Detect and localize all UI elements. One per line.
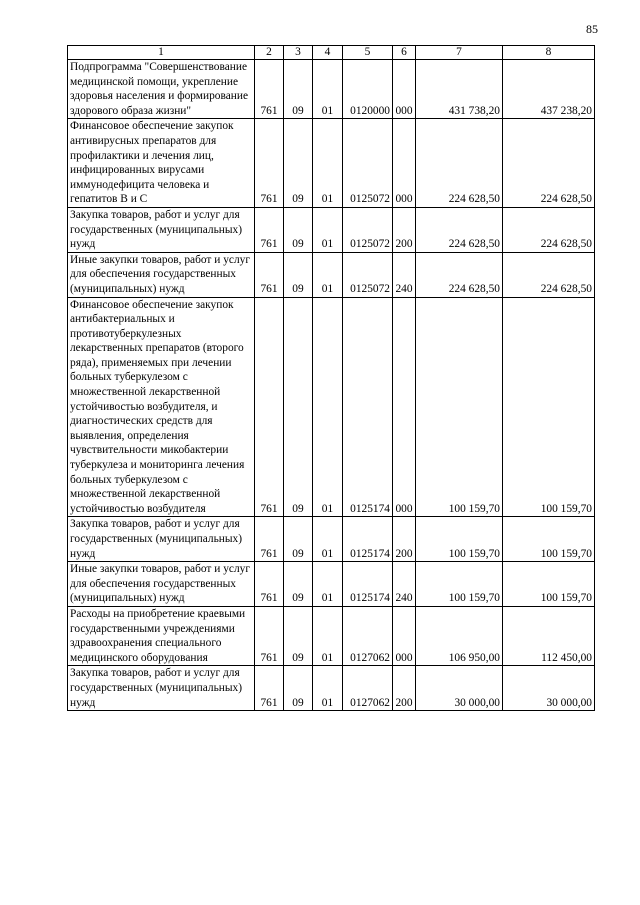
amount-year-1: 224 628,50	[416, 207, 503, 252]
column-header: 1	[68, 46, 255, 60]
section-code: 09	[284, 517, 313, 562]
expense-type-code: 000	[393, 606, 416, 665]
amount-year-1: 224 628,50	[416, 119, 503, 208]
subsection-code: 01	[313, 606, 343, 665]
table-row	[68, 297, 595, 517]
item-name: Финансовое обеспечение закупок антибактериальных и противотуберкулезных лекарственных препаратов (второго ряда), применяемых при лечении больных туберкулезом с множественной лекарственной устойчивостью возбудителя, и диагностических средств для выявления, определения чувствительности микобактерии туберкулеза и мониторинга лечения больных туберкулезом с множественной лекарственной устойчивостью возбудителя	[68, 297, 255, 517]
subsection-code: 01	[313, 297, 343, 517]
table-row	[68, 666, 595, 711]
column-header: 4	[313, 46, 343, 60]
target-article-code: 0125174	[343, 297, 393, 517]
subsection-code: 01	[313, 252, 343, 297]
ministry-code: 761	[255, 606, 284, 665]
expense-type-code: 000	[393, 297, 416, 517]
section-code: 09	[284, 252, 313, 297]
column-header: 5	[343, 46, 393, 60]
ministry-code: 761	[255, 297, 284, 517]
item-name: Закупка товаров, работ и услуг для государственных (муниципальных) нужд	[68, 207, 255, 252]
ministry-code: 761	[255, 562, 284, 607]
item-name: Иные закупки товаров, работ и услуг для обеспечения государственных (муниципальных) нужд	[68, 252, 255, 297]
expense-type-code: 240	[393, 562, 416, 607]
expense-type-code: 200	[393, 207, 416, 252]
expense-type-code: 200	[393, 666, 416, 711]
amount-year-1: 30 000,00	[416, 666, 503, 711]
amount-year-2: 112 450,00	[503, 606, 595, 665]
target-article-code: 0127062	[343, 606, 393, 665]
item-name: Закупка товаров, работ и услуг для государственных (муниципальных) нужд	[68, 666, 255, 711]
expense-type-code: 200	[393, 517, 416, 562]
section-code: 09	[284, 297, 313, 517]
item-name: Подпрограмма "Совершенствование медицинской помощи, укрепление здоровья населения и формирование здорового образа жизни"	[68, 60, 255, 119]
section-code: 09	[284, 207, 313, 252]
subsection-code: 01	[313, 119, 343, 208]
amount-year-2: 224 628,50	[503, 119, 595, 208]
target-article-code: 0120000	[343, 60, 393, 119]
column-header: 2	[255, 46, 284, 60]
expense-type-code: 240	[393, 252, 416, 297]
amount-year-2: 100 159,70	[503, 562, 595, 607]
item-name: Расходы на приобретение краевыми государственными учреждениями здравоохранения специального медицинского оборудования	[68, 606, 255, 665]
amount-year-2: 100 159,70	[503, 297, 595, 517]
ministry-code: 761	[255, 252, 284, 297]
subsection-code: 01	[313, 207, 343, 252]
amount-year-2: 30 000,00	[503, 666, 595, 711]
amount-year-1: 100 159,70	[416, 562, 503, 607]
page-number: 85	[586, 22, 598, 36]
table-row	[68, 252, 595, 297]
section-code: 09	[284, 60, 313, 119]
item-name: Закупка товаров, работ и услуг для государственных (муниципальных) нужд	[68, 517, 255, 562]
budget-table	[67, 45, 595, 711]
amount-year-1: 431 738,20	[416, 60, 503, 119]
ministry-code: 761	[255, 666, 284, 711]
subsection-code: 01	[313, 60, 343, 119]
amount-year-2: 224 628,50	[503, 252, 595, 297]
ministry-code: 761	[255, 207, 284, 252]
amount-year-2: 100 159,70	[503, 517, 595, 562]
column-header: 6	[393, 46, 416, 60]
subsection-code: 01	[313, 666, 343, 711]
item-name: Финансовое обеспечение закупок антивирусных препаратов для профилактики и лечения лиц, инфицированных вирусами иммунодефицита человека и гепатитов B и C	[68, 119, 255, 208]
table-row	[68, 60, 595, 119]
table-row	[68, 606, 595, 665]
target-article-code: 0127062	[343, 666, 393, 711]
amount-year-1: 100 159,70	[416, 517, 503, 562]
ministry-code: 761	[255, 119, 284, 208]
target-article-code: 0125072	[343, 252, 393, 297]
amount-year-1: 106 950,00	[416, 606, 503, 665]
section-code: 09	[284, 666, 313, 711]
table-row	[68, 119, 595, 208]
target-article-code: 0125072	[343, 119, 393, 208]
subsection-code: 01	[313, 517, 343, 562]
section-code: 09	[284, 606, 313, 665]
target-article-code: 0125174	[343, 517, 393, 562]
amount-year-2: 437 238,20	[503, 60, 595, 119]
column-header: 8	[503, 46, 595, 60]
section-code: 09	[284, 119, 313, 208]
item-name: Иные закупки товаров, работ и услуг для обеспечения государственных (муниципальных) нужд	[68, 562, 255, 607]
ministry-code: 761	[255, 517, 284, 562]
column-header: 3	[284, 46, 313, 60]
ministry-code: 761	[255, 60, 284, 119]
table-row	[68, 562, 595, 607]
subsection-code: 01	[313, 562, 343, 607]
expense-type-code: 000	[393, 119, 416, 208]
amount-year-1: 224 628,50	[416, 252, 503, 297]
section-code: 09	[284, 562, 313, 607]
amount-year-1: 100 159,70	[416, 297, 503, 517]
expense-type-code: 000	[393, 60, 416, 119]
table-row	[68, 207, 595, 252]
target-article-code: 0125174	[343, 562, 393, 607]
table-header-row	[68, 46, 595, 60]
table-row	[68, 517, 595, 562]
column-header: 7	[416, 46, 503, 60]
amount-year-2: 224 628,50	[503, 207, 595, 252]
target-article-code: 0125072	[343, 207, 393, 252]
